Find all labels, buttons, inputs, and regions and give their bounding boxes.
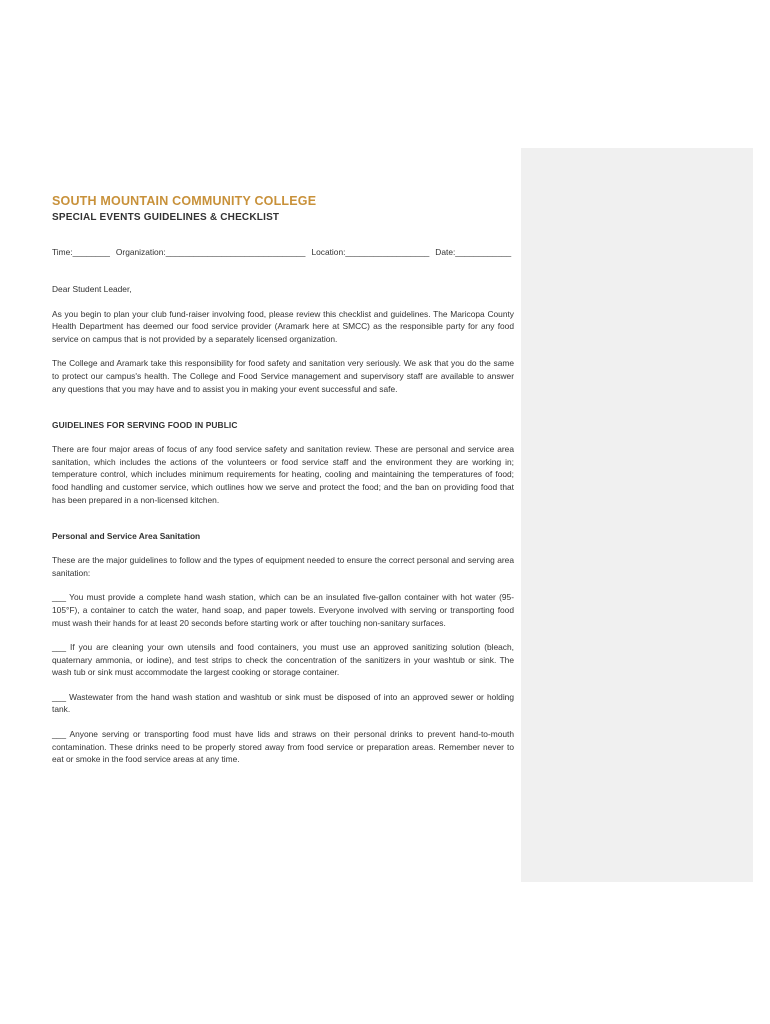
checklist-item: ___ If you are cleaning your own utensils and food containers, you must use an approved sanitizing solution (bleach, quaternary ammonia, or iodine), and test strips to check the concentration of the sanitizers in your washtub or sink. The wash tub or sink must accommodate the largest cooking or storage container.	[52, 642, 514, 678]
organization-field[interactable]: Organization:______________________________	[115, 247, 306, 257]
sanitation-intro: These are the major guidelines to follow and the types of equipment needed to ensure the correct personal and serving area sanitation:	[52, 555, 514, 578]
intro-paragraph-2: The College and Aramark take this responsibility for food safety and sanitation very seriously. We ask that you do the same to protect our campus's health. The College and Food Service management and supervisory staff are available to answer any questions that you may have and to assist you in making your event successful and safe.	[52, 358, 514, 394]
checklist-item: ___ You must provide a complete hand wash station, which can be an insulated five-gallon container with hot water (95-105°F), a container to catch the water, hand soap, and paper towels. Everyone involved with serving or transporting food must wash their hands for at least 20 seconds before starting work or after touching non-sanitary surfaces.	[52, 592, 514, 628]
salutation: Dear Student Leader,	[52, 284, 132, 294]
document-page	[52, 194, 514, 766]
guidelines-heading: GUIDELINES FOR SERVING FOOD IN PUBLIC	[52, 420, 238, 431]
sanitation-heading: Personal and Service Area Sanitation	[52, 531, 201, 542]
date-field[interactable]: Date:____________	[435, 247, 512, 257]
location-field[interactable]: Location:__________________	[311, 247, 430, 257]
checklist-item: ___ Wastewater from the hand wash station and washtub or sink must be disposed of into an approved sewer or holding tank.	[52, 691, 514, 715]
guidelines-paragraph: There are four major areas of focus of any food service safety and sanitation review. These are personal and service area sanitation, which includes the actions of the volunteers or food service staff and the environment they are working in; temperature control, which includes minimum requirements for heating, cooling and maintaining the temperatures of food; food handling and customer service, which outlines how we serve and protect the food; and the ban on providing food that has been prepared in a non-licensed kitchen.	[52, 444, 514, 505]
comment-margin-pane	[521, 148, 753, 882]
event-info-fields	[52, 247, 514, 257]
time-field[interactable]: Time:________	[52, 247, 110, 257]
checklist-item: ___ Anyone serving or transporting food must have lids and straws on their personal drinks to prevent hand-to-mouth contamination. These drinks need to be properly stored away from food service or preparation areas. Remember never to eat or smoke in the food service areas at any time.	[52, 729, 514, 765]
document-subtitle: SPECIAL EVENTS GUIDELINES & CHECKLIST	[52, 212, 280, 223]
intro-paragraph-1: As you begin to plan your club fund-raiser involving food, please review this checklist and guidelines. The Maricopa County Health Department has deemed our food service provider (Aramark here at SMCC) as the responsible party for any food service on campus that is not provided by a separately licensed organization.	[52, 308, 514, 344]
college-title: SOUTH MOUNTAIN COMMUNITY COLLEGE	[52, 194, 317, 208]
